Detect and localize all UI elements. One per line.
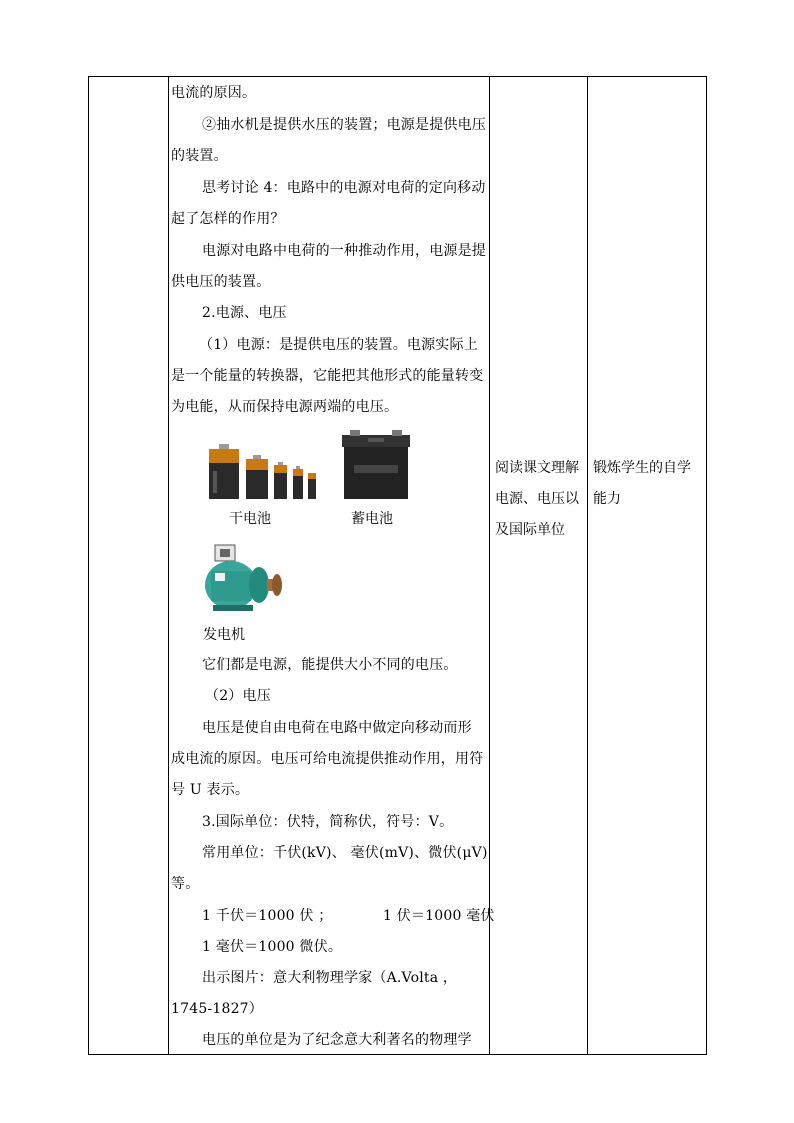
battery-n <box>308 473 316 499</box>
content-line: 出示图片：意大利物理学家（A.Volta ， <box>202 970 458 986</box>
teaching-content-cell <box>171 77 495 1054</box>
content-line: 常用单位：千伏(kV)、 毫伏(mV)、微伏(μV) <box>202 845 488 861</box>
content-line: 电源对电路中电荷的一种推动作用，电源是提 <box>202 243 486 259</box>
student-activity-cell <box>495 453 587 546</box>
content-line: 1745-1827） <box>171 1001 263 1017</box>
content-line: 电流的原因。 <box>171 85 257 101</box>
content-line: 等。 <box>171 876 200 892</box>
content-line: （2）电压 <box>205 688 271 704</box>
content-line: 供电压的装置。 <box>171 274 271 290</box>
conversion-line: 1 伏＝1000 毫伏 <box>383 908 495 924</box>
storage-battery-image <box>340 427 412 501</box>
column-divider <box>587 77 588 1054</box>
activity-line: 电源、电压以 <box>495 491 579 507</box>
intent-line: 锻炼学生的自学 <box>593 460 691 476</box>
battery-c <box>246 455 268 499</box>
content-line: 起了怎样的作用？ <box>171 211 285 227</box>
storage-battery-caption: 蓄电池 <box>351 511 393 527</box>
dry-battery-image <box>207 441 322 503</box>
design-intent-cell <box>593 453 705 515</box>
battery-d <box>209 444 239 499</box>
section-heading: 3.国际单位：伏特，简称伏，符号：V。 <box>202 814 454 830</box>
dry-battery-caption: 干电池 <box>229 511 271 527</box>
conversion-line: 1 千伏＝1000 伏 ； <box>202 908 333 924</box>
column-divider <box>168 77 169 1054</box>
battery-aa <box>274 462 287 499</box>
content-line: 成电流的原因。电压可给电流提供推动作用，用符 <box>171 751 484 767</box>
lesson-table <box>88 76 707 1055</box>
content-line: 它们都是电源，能提供大小不同的电压。 <box>202 657 458 673</box>
content-line: 号 U 表示。 <box>171 782 250 798</box>
content-line: 电压的单位是为了纪念意大利著名的物理学 <box>202 1032 472 1048</box>
content-line: 的装置。 <box>171 148 228 164</box>
generator-caption: 发电机 <box>203 627 245 643</box>
activity-line: 阅读课文理解 <box>495 460 579 476</box>
content-line: 为电能，从而保持电源两端的电压。 <box>171 399 399 415</box>
content-line: （1）电源：是提供电压的装置。电源实际上 <box>199 337 478 353</box>
battery-aaa <box>293 466 303 499</box>
generator-image <box>201 541 285 615</box>
conversion-line: 1 毫伏＝1000 微伏。 <box>202 939 343 955</box>
intent-line: 能力 <box>593 491 621 507</box>
activity-line: 及国际单位 <box>495 522 565 538</box>
content-line: ②抽水机是提供水压的装置；电源是提供电压 <box>202 117 486 133</box>
content-line: 思考讨论 4：电路中的电源对电荷的定向移动 <box>202 180 486 196</box>
content-line: 是一个能量的转换器，它能把其他形式的能量转变 <box>171 368 484 384</box>
content-line: 电压是使自由电荷在电路中做定向移动而形 <box>202 720 472 736</box>
section-heading: 2.电源、电压 <box>202 305 287 321</box>
